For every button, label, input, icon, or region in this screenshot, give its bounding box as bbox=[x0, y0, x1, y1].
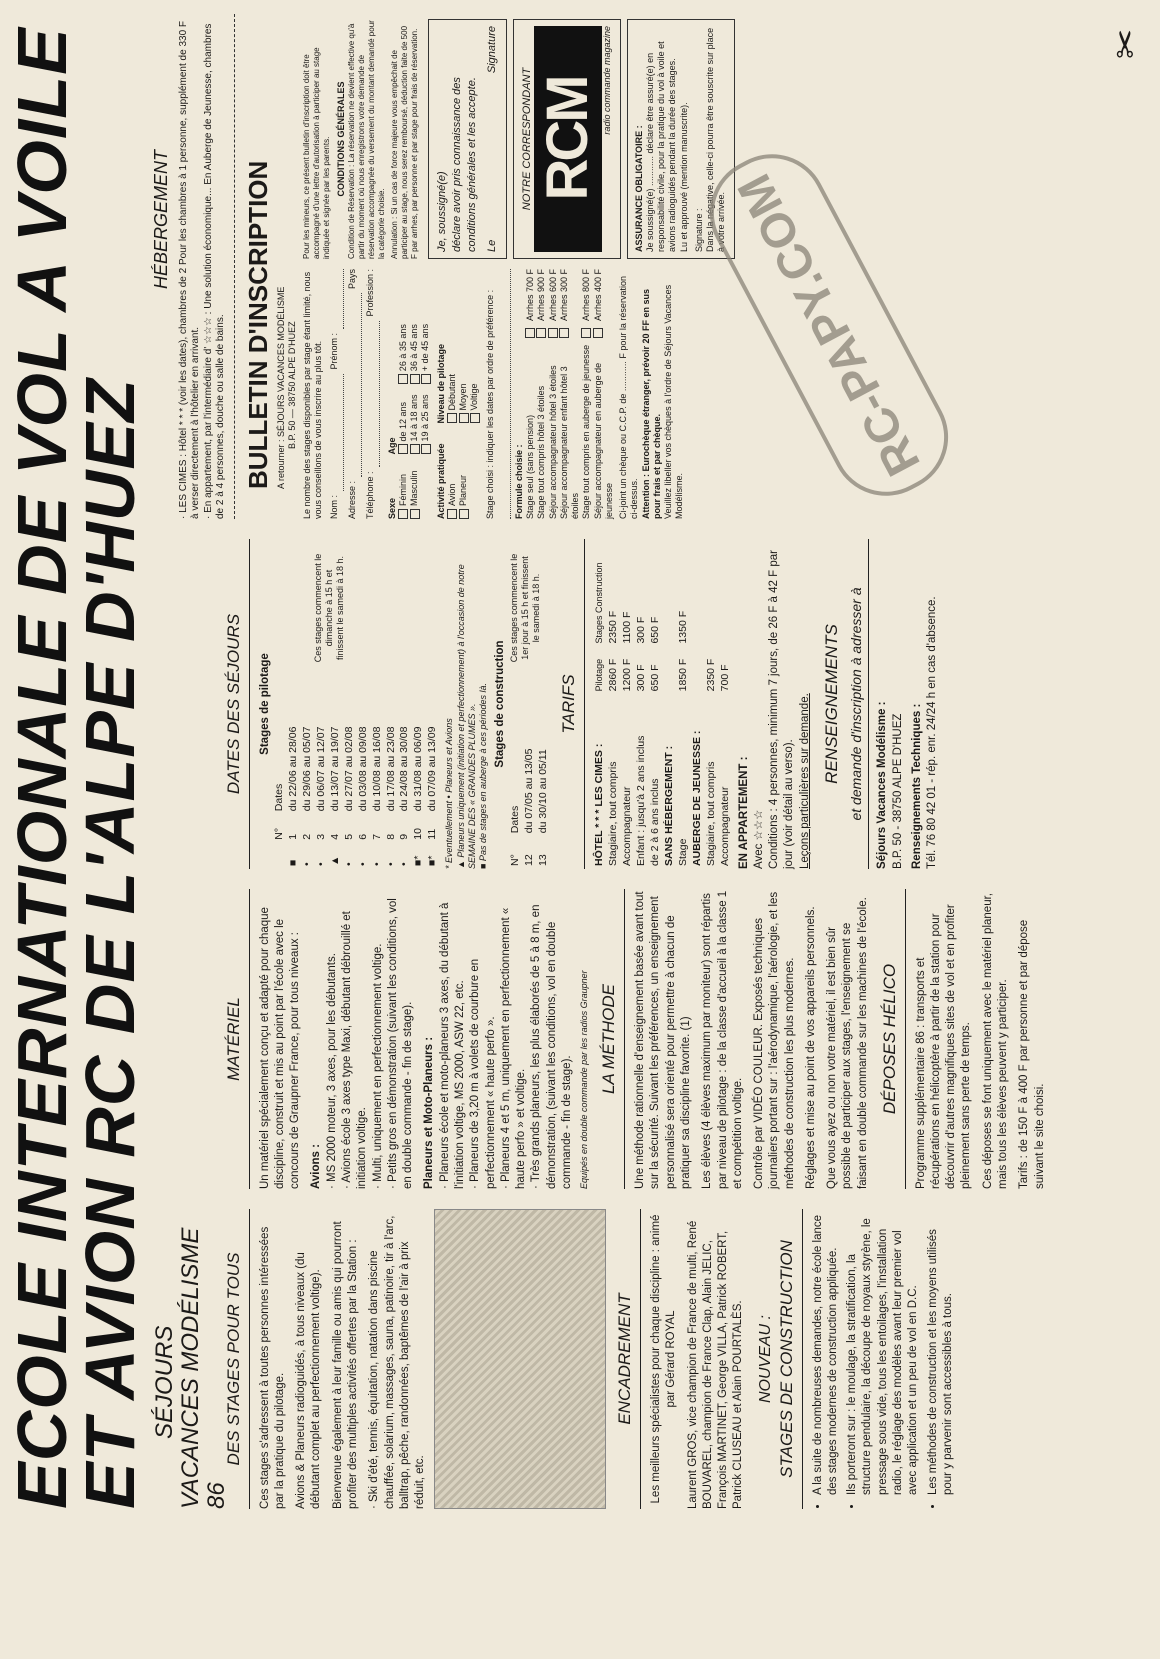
avions-label: Avions : bbox=[310, 1144, 323, 1189]
col-dates: Dates bbox=[508, 805, 521, 834]
le-label: Le bbox=[486, 239, 499, 252]
tech-phone: Tél. 76 80 42 01 - rép. enr. 24/24 h en cas d'absence. bbox=[926, 596, 939, 869]
cond-gen-label: CONDITIONS GÉNÉRALES bbox=[336, 81, 347, 197]
row-dates: du 06/07 au 12/07 bbox=[314, 726, 327, 812]
ci-joint: Ci-joint un chèque ou C.C.P. de ............ F pour la réservation ci-dessus. bbox=[618, 276, 640, 519]
lecons-text: Leçons particulières sur demande. bbox=[798, 693, 811, 869]
para: Les meilleurs spécialistes pour chaque discipline : animé par Gérard ROYAL bbox=[650, 1214, 678, 1504]
rcm-logo: RCM bbox=[534, 26, 602, 252]
para: Ces stages s'adressent à toutes personnes intéressées par la pratique du pilotage. bbox=[258, 1226, 286, 1509]
row-dates: du 07/09 au 13/09 bbox=[426, 726, 439, 812]
list-item: • Ils porteront sur : le moulage, la stratification, la structure pendulaire, la découpe de noyaux styrène, le pressage sous vide, tous les entoilages, l'installation radio, le réglage des modèles avant leur premier vol avec application et un peu de vol en D.C. bbox=[845, 1209, 921, 1495]
para: Laurent GROS, vice champion de France de multi, René BOUVAREL, champion de France Clap, Alain JELIC, François MARTINET, George VILLA, Patrick ROBERT, Patrick CLUSEAU et Alain POURTALÈS. bbox=[686, 1220, 745, 1509]
formule-label: Séjour accompagnateur en auberge de jeunesse bbox=[592, 362, 614, 519]
formule-label: Stage tout compris en auberge de jeunesse bbox=[581, 344, 592, 519]
formule-checkbox[interactable] bbox=[593, 328, 603, 338]
list-item: · Planeurs 4 et 5 m, uniquement en perfectionnement « haute perfo » et voltige. bbox=[499, 907, 528, 1189]
formule-label: Formule choisie : bbox=[513, 444, 524, 519]
table-row bbox=[649, 539, 663, 869]
formule-price: Arrhes 700 F bbox=[525, 269, 536, 322]
table-row bbox=[315, 669, 329, 869]
row-dates: du 10/08 au 16/08 bbox=[370, 726, 383, 812]
table-row bbox=[371, 669, 385, 869]
age-label: 14 à 18 ans bbox=[409, 394, 420, 442]
para: Un matériel spécialement conçu et adapté pour chaque discipline, construit et mis au point par l'école avec le concours de Graupner France, pour tous niveaux : bbox=[258, 907, 302, 1189]
pilotage-note: Ces stages commencent le dimanche à 15 h et finissent le samedi à 18 h. bbox=[312, 553, 346, 663]
stage-price-pil: 1850 F bbox=[676, 658, 689, 692]
formule-checkbox[interactable] bbox=[525, 328, 535, 338]
formule-option bbox=[559, 269, 582, 519]
masculin-label: Masculin bbox=[409, 470, 420, 506]
th-pilotage: Pilotage bbox=[594, 658, 605, 692]
prenom-field[interactable] bbox=[329, 269, 344, 329]
row-dates: du 03/08 au 09/08 bbox=[356, 726, 369, 812]
row-dates: du 24/08 au 30/08 bbox=[398, 726, 411, 812]
para: Que vous ayez ou non votre matériel, il est bien sûr possible de participer aux stages, l'enseignement se faisant en double commande sur les machines de l'école. bbox=[826, 897, 869, 1189]
assurance-neg: Dans la négative, celle-ci pourra être souscrite sur place à votre arrivée. bbox=[705, 27, 727, 252]
niveau-label: Moyen bbox=[458, 383, 469, 411]
nouveau-label: NOUVEAU : bbox=[756, 1315, 774, 1404]
planeur-label: Planeur bbox=[458, 474, 469, 506]
row-number: 12 bbox=[522, 854, 535, 866]
tarif-label: Accompagnateur bbox=[718, 786, 731, 866]
row-number: 7 bbox=[370, 833, 383, 840]
legend-line: * Eventuellement • Planeurs et Avions bbox=[444, 718, 455, 869]
row-number: 2 bbox=[300, 833, 313, 840]
column-bulletin bbox=[150, 14, 735, 519]
list-item: · Très grands planeurs, les plus élaborés de 5 à 8 m, en démonstration, (suivant les conditions, vol en double commande - fin de stage). bbox=[530, 904, 573, 1189]
row-number: 1 bbox=[286, 833, 299, 840]
nom-field[interactable] bbox=[329, 374, 344, 491]
para: Contrôle par VIDÉO COULEUR. Exposés techniques journaliers portant sur : l'aérodynamique, l'aérologie, et les méthodes de construction les plus modernes. bbox=[753, 891, 796, 1189]
construction-title: Stages de construction bbox=[494, 640, 507, 768]
main-headline bbox=[3, 9, 149, 1509]
para: Une méthode rationnelle d'enseignement basée avant tout sur la sécurité. Suivant les préférences, un enseignement personnalisé sera orienté pour permettre à chacun de pratiquer sa discipline favorite. (1) bbox=[634, 891, 692, 1189]
row-number: 4 bbox=[328, 833, 341, 840]
profession-label: Profession : bbox=[364, 269, 375, 317]
formule-price: Arrhes 900 F bbox=[536, 269, 547, 322]
retourner-line-2: B.P. 50 — 38750 ALPE D'HUEZ bbox=[286, 321, 297, 449]
age-option bbox=[398, 324, 409, 384]
row-number: 11 bbox=[426, 828, 439, 840]
tarif-label: de 2 à 6 ans inclus bbox=[648, 778, 661, 866]
correspondant-box bbox=[513, 19, 621, 259]
th-construction: Stages Construction bbox=[594, 562, 605, 644]
table-row bbox=[357, 669, 371, 869]
list-item: • Les méthodes de construction et les moyens utilisés pour y parvenir sont accessibles à tous. bbox=[926, 1209, 957, 1495]
table-row bbox=[398, 669, 412, 869]
formule-price: Arrhes 600 F bbox=[547, 269, 558, 322]
table-row bbox=[621, 539, 635, 869]
table-row bbox=[607, 539, 621, 869]
tarif-label: Enfant : jusqu'à 2 ans inclus bbox=[634, 735, 647, 866]
formule-checkbox[interactable] bbox=[536, 328, 546, 338]
row-dates: du 31/08 au 06/09 bbox=[412, 726, 425, 812]
age-option bbox=[398, 394, 409, 454]
age-label: + de 45 ans bbox=[420, 323, 431, 372]
attention-note: Attention : Eurochèque étranger, prévoir 20 FF en sus pour frais et par chèque. bbox=[640, 288, 662, 519]
list-item: · Planeurs école et moto-planeurs 3 axes, du débutant à l'initiation voltige, MS 2000, ASW 22, etc. bbox=[438, 902, 466, 1189]
section-heading-methode: LA MÉTHODE bbox=[598, 889, 625, 1189]
table-row bbox=[329, 669, 343, 869]
row-dates: du 27/07 au 02/08 bbox=[342, 726, 355, 812]
age-label: Age bbox=[386, 437, 397, 455]
tarif-pilotage: 2350 F bbox=[704, 658, 717, 692]
niveau-checkbox[interactable] bbox=[447, 413, 457, 423]
formule-label: Séjour accompagnateur hôtel 3 étoiles bbox=[547, 365, 558, 519]
feminin-label: Féminin bbox=[397, 473, 408, 506]
para: Programme supplémentaire 86 : transports et récupérations en hélicoptère à partir de la station pour découvrir d'autres magnifiques sites de vol et en profiter pleinement sans perte de temps. bbox=[914, 904, 973, 1189]
section-heading-helico: DÉPOSES HÉLICO bbox=[879, 889, 906, 1189]
list-item: · Petits gros en démonstration (suivant les conditions, vol en double commande - fin de stage). bbox=[386, 898, 415, 1189]
niveau-label: Niveau de pilotage bbox=[435, 343, 446, 424]
para: Les élèves (4 élèves maximum par moniteur) sont répartis par niveau de pilotage : de la classe d'accueil à la classe 1 et compétition voltige. bbox=[701, 890, 744, 1189]
legend-line: ■ Pas de stages en auberge à ces périodes là. bbox=[478, 682, 489, 869]
planeur-checkbox[interactable] bbox=[459, 509, 469, 519]
table-row bbox=[523, 669, 537, 869]
formule-checkbox[interactable] bbox=[548, 328, 558, 338]
section-heading-encadrement: ENCADREMENT bbox=[614, 1209, 641, 1509]
table-row bbox=[537, 669, 551, 869]
row-symbol: • bbox=[370, 862, 383, 866]
row-number: 6 bbox=[356, 833, 369, 840]
activite-label: Activité pratiquée bbox=[435, 443, 446, 519]
tarif-pilotage: 700 F bbox=[718, 664, 731, 692]
col-dates: Dates bbox=[272, 783, 285, 812]
auberge-label: AUBERGE DE JEUNESSE : bbox=[690, 730, 703, 866]
age-checkbox[interactable] bbox=[398, 444, 408, 454]
annul-text: Annulation : Si un cas de force majeure vous empêchait de participer au stage, nous serez remboursé, déduction faite de 500 F par arrhes, par personne et par stage pour frais de réservation. bbox=[390, 25, 420, 259]
sans-heb-label: SANS HÉBERGEMENT : bbox=[662, 745, 675, 866]
stage-price-con: 1350 F bbox=[676, 610, 689, 644]
age-label: 19 à 25 ans bbox=[420, 394, 431, 442]
row-number: 10 bbox=[412, 828, 425, 840]
subtitle-sejours: SÉJOURS bbox=[151, 1325, 178, 1439]
age-checkbox[interactable] bbox=[410, 444, 420, 454]
para: Réglages et mise au point de vos appareils personnels. bbox=[804, 906, 817, 1189]
table-row bbox=[719, 539, 733, 869]
tarif-label: Stagiaire, tout compris bbox=[607, 761, 620, 866]
age-checkbox[interactable] bbox=[398, 374, 408, 384]
assurance-text: Je soussigné(e) ............ déclare être assuré(e) en responsabilité civile, pour la pratique du vol à voile et avions radioguidés pendant la durée des stages. bbox=[644, 41, 678, 252]
equip-note: Equipés en double commande par les radios Graupner bbox=[579, 970, 590, 1189]
formule-option bbox=[593, 269, 616, 519]
age-option bbox=[409, 324, 420, 384]
row-dates: du 29/06 au 05/07 bbox=[300, 726, 313, 812]
para: Ces déposes se font uniquement avec le matériel planeur, mais tous les élèves peuvent y participer. bbox=[981, 893, 1010, 1189]
declaration-box bbox=[428, 19, 507, 259]
col-no: N° bbox=[508, 854, 521, 866]
section-heading-stages: DES STAGES POUR TOUS bbox=[223, 1209, 250, 1509]
section-heading-tarifs: TARIFS bbox=[558, 539, 585, 869]
assurance-label: ASSURANCE OBLIGATOIRE : bbox=[633, 125, 644, 252]
row-dates: du 22/06 au 28/06 bbox=[286, 726, 299, 812]
tarif-pilotage: 300 F bbox=[634, 664, 647, 692]
stage-label: Stage bbox=[676, 838, 689, 866]
tarif-construction: 650 F bbox=[648, 616, 661, 644]
avion-label: Avion bbox=[446, 483, 457, 506]
table-row bbox=[301, 669, 315, 869]
tarif-label: Accompagnateur bbox=[620, 786, 633, 866]
telephone-label: Téléphone : bbox=[364, 471, 375, 519]
row-dates: du 30/10 au 05/11 bbox=[536, 749, 549, 834]
renseignements-sub: et demande d'inscription à adresser à bbox=[847, 539, 870, 869]
age-label: de 12 ans bbox=[397, 401, 408, 442]
form-left bbox=[302, 269, 735, 519]
subtitle-vacances: VACANCES MODÉLISME 86 bbox=[177, 1227, 230, 1509]
row-symbol: • bbox=[342, 862, 355, 866]
age-option bbox=[409, 394, 420, 454]
rcm-subtitle: radio commande magazine bbox=[602, 26, 613, 135]
tarif-label: Stagiaire, tout compris bbox=[704, 761, 717, 866]
stage-choisi-label: Stage choisi : indiquer les dates par ordre de préférence : bbox=[484, 289, 495, 519]
tarif-pilotage: 2860 F bbox=[607, 658, 620, 692]
nom-label: Nom : bbox=[328, 494, 339, 519]
appart-label: EN APPARTEMENT : bbox=[737, 756, 750, 869]
row-number: 3 bbox=[314, 833, 327, 840]
row-symbol: ■* bbox=[426, 855, 439, 866]
stamp-text: RC-PAPY.COM bbox=[727, 165, 931, 485]
formule-price: Arrhes 400 F bbox=[592, 269, 603, 322]
age-option bbox=[420, 394, 431, 454]
niveau-option bbox=[469, 344, 480, 424]
formule-option bbox=[581, 269, 592, 519]
niveau-checkbox[interactable] bbox=[470, 413, 480, 423]
table-row bbox=[412, 669, 426, 869]
formule-option bbox=[536, 269, 547, 519]
construction-list bbox=[811, 1209, 957, 1509]
table-row bbox=[705, 539, 719, 869]
row-symbol: • bbox=[398, 862, 411, 866]
column-stages-pour-tous bbox=[215, 1209, 960, 1509]
age-option bbox=[420, 324, 431, 384]
row-dates: du 07/05 au 13/05 bbox=[522, 748, 535, 834]
formule-label: Stage seul (sans pension) bbox=[525, 414, 536, 519]
hotel-label: HÔTEL * * * LES CIMES : bbox=[593, 743, 606, 866]
tarif-construction bbox=[705, 539, 719, 647]
assurance-signature: Signature : bbox=[693, 208, 704, 252]
photo-pilots bbox=[434, 1209, 606, 1509]
mineurs-note: Pour les mineurs, ce présent bulletin d'inscription doit être accompagné d'une lettre d'autorisation à participer au stage indiquée et signée par les parents. bbox=[302, 47, 332, 259]
age-checkbox[interactable] bbox=[421, 374, 431, 384]
list-item: • A la suite de nombreuses demandes, notre école lance des stages modernes de construction appliquée. bbox=[811, 1209, 842, 1495]
conditions-text: Conditions : 4 personnes, minimum 7 jours, de 26 F à 42 F par jour (voir détail au verso). bbox=[768, 550, 796, 869]
avion-checkbox[interactable] bbox=[447, 509, 457, 519]
table-row bbox=[635, 539, 649, 869]
row-number: 8 bbox=[384, 833, 397, 840]
formule-price: Arrhes 300 F bbox=[558, 269, 569, 322]
prenom-label: Prénom : bbox=[328, 333, 339, 370]
sexe-label: Sexe bbox=[386, 497, 397, 519]
age-label: 26 à 35 ans bbox=[397, 324, 408, 372]
construction-note: Ces stages commencent le 1er jour à 15 h et finissent le samedi à 18 h. bbox=[508, 553, 542, 663]
headline-line-2: ET AVION RC DE L'ALPE D'HUEZ bbox=[71, 378, 149, 1509]
age-label: 36 à 45 ans bbox=[409, 324, 420, 372]
row-number: 5 bbox=[342, 833, 355, 840]
section-heading-materiel: MATÉRIEL bbox=[223, 889, 250, 1189]
niveau-option bbox=[447, 344, 458, 424]
formule-label: Séjour accompagnateur enfant hôtel 3 étoiles bbox=[558, 366, 581, 519]
construction-table bbox=[509, 669, 551, 869]
row-symbol: ■ bbox=[286, 859, 299, 866]
table-row bbox=[426, 669, 440, 869]
section-heading-construction: STAGES DE CONSTRUCTION bbox=[776, 1209, 803, 1509]
form-right bbox=[302, 19, 735, 259]
row-symbol: • bbox=[356, 862, 369, 866]
niveau-label: Voltige bbox=[469, 383, 480, 411]
row-dates: du 13/07 au 19/07 bbox=[328, 726, 341, 812]
row-symbol: • bbox=[314, 862, 327, 866]
masculin-checkbox[interactable] bbox=[410, 509, 420, 519]
tarif-construction: 2350 F bbox=[607, 610, 620, 644]
je-sous: Je, soussigné(e) bbox=[436, 171, 449, 252]
heb-line-2: · En appartement, par l'intermédiaire d' ☆☆☆ : Une solution économique... En Auberge de Jeunesse, chambres de 2 à 4 personnes, douche ou salle de bains. bbox=[202, 23, 227, 519]
para: · Ski d'été, tennis, équitation, natation dans piscine chauffée, solarium, massages, sauna, patinoire, tir à l'arc, balltrap, pêche, randonnées, baptêmes de l'air à prix réduit, etc. bbox=[368, 1215, 427, 1509]
planeurs-label: Planeurs et Moto-Planeurs : bbox=[423, 1036, 436, 1189]
tarif-construction bbox=[719, 539, 733, 647]
para: Avions & Planeurs radioguidés, à tous niveaux (du débutant complet au perfectionnement voltige). bbox=[295, 1252, 323, 1509]
adresse-field[interactable] bbox=[347, 293, 362, 477]
list-item: · Planeurs de 3,20 m à volets de courbure en perfectionnement « haute perfo ». bbox=[469, 958, 497, 1189]
formule-option bbox=[548, 269, 559, 519]
signature-label: Signature bbox=[486, 26, 499, 74]
pays-label: Pays bbox=[346, 269, 357, 290]
formule-option bbox=[525, 269, 536, 519]
tarif-construction: 1100 F bbox=[620, 611, 633, 644]
hebergement-heading: HÉBERGEMENT bbox=[151, 149, 171, 289]
formule-checkbox[interactable] bbox=[581, 328, 591, 338]
col-no: N° bbox=[272, 827, 285, 840]
pilotage-title: Stages de pilotage bbox=[258, 653, 271, 755]
retourner-line: A retourner : SÉJOURS VACANCES MODÉLISME bbox=[275, 286, 286, 489]
assurance-lu: Lu et approuvé (mention manuscrite). bbox=[678, 102, 689, 252]
age-checkbox[interactable] bbox=[410, 374, 420, 384]
row-symbol: ▲ bbox=[328, 855, 341, 866]
niveau-option bbox=[458, 344, 469, 424]
niveau-checkbox[interactable] bbox=[459, 413, 469, 423]
row-symbol: • bbox=[300, 862, 313, 866]
scissors-icon: ✂ bbox=[1105, 28, 1146, 59]
tarifs-table bbox=[593, 539, 733, 869]
correspondant-label: NOTRE CORRESPONDANT bbox=[520, 67, 533, 211]
column-materiel bbox=[215, 889, 1054, 1189]
row-symbol: ■* bbox=[412, 855, 425, 866]
adresse-label: Adresse : bbox=[346, 480, 357, 519]
section-heading-renseignements: RENSEIGNEMENTS bbox=[822, 624, 842, 784]
table-row bbox=[343, 669, 357, 869]
niveau-label: Débutant bbox=[446, 373, 457, 411]
para: Bienvenue également à leur famille ou amis qui pourront profiter des multiples activités offertes par la Station : bbox=[331, 1221, 360, 1509]
stage-choisi-field[interactable] bbox=[496, 269, 511, 519]
row-symbol: • bbox=[384, 862, 397, 866]
table-row bbox=[287, 669, 301, 869]
telephone-field[interactable] bbox=[365, 321, 380, 468]
bulletin-title: BULLETIN D'INSCRIPTION bbox=[242, 160, 273, 489]
list-item: · Multi, uniquement en perfectionnement voltige. bbox=[371, 943, 384, 1189]
org-name: Séjours Vacances Modélisme : bbox=[876, 701, 889, 869]
tarif-pilotage: 650 F bbox=[648, 664, 661, 692]
tarif-pilotage: 1200 F bbox=[620, 658, 633, 692]
org-address: B.P. 50 - 38750 ALPE D'HUEZ bbox=[891, 713, 904, 869]
headline-line-1: ECOLE INTERNATIONALE DE VOL A VOILE bbox=[3, 27, 81, 1509]
libeller-note: Veuillez libeller vos chèques à l'ordre de Séjours Vacances Modélisme. bbox=[663, 284, 685, 519]
column-dates-tarifs bbox=[215, 539, 940, 869]
row-dates: du 17/08 au 23/08 bbox=[384, 726, 397, 812]
para: Tarifs : de 150 F à 400 F par personne et par dépose suivant le site choisi. bbox=[1018, 919, 1046, 1189]
avec-label: Avec ☆☆☆ bbox=[752, 809, 765, 869]
list-item: · MS 2000 moteur, 3 axes, pour les débutants. bbox=[325, 953, 338, 1189]
age-checkbox[interactable] bbox=[421, 444, 431, 454]
pilotage-table bbox=[273, 669, 440, 869]
formule-label: Stage tout compris hôtel 3 étoiles bbox=[536, 385, 547, 519]
feminin-checkbox[interactable] bbox=[398, 509, 408, 519]
row-number: 9 bbox=[398, 833, 411, 840]
formule-checkbox[interactable] bbox=[559, 328, 569, 338]
cond-res-text: Condition de Réservation : La réservation ne devient effective qu'à partir du moment où nous enregistrons votre demande de réservation accompagnée du versement du montant demandé pour la catégorie choisie. bbox=[347, 20, 387, 259]
formule-price: Arrhes 800 F bbox=[581, 269, 592, 322]
heb-line-1: · LES CIMES : Hôtel * * * (voir les dates), chambres de 2 Pour les chambres à 1 personne, supplément de 330 F à verser directement à l'hôtelier en arrivant. bbox=[177, 20, 202, 519]
tech-label: Renseignements Techniques : bbox=[910, 703, 923, 869]
list-item: · Avions école 3 axes type Maxi, débutant débrouillé et initiation voltige. bbox=[341, 911, 369, 1189]
declare: déclare avoir pris connaissance des conditions générales et les accepte. bbox=[450, 77, 478, 252]
table-row bbox=[385, 669, 399, 869]
legend-line: ▲ Planeurs uniquement (initiation et perfectionnement) à l'occasion de notre SEMAINE DES « GRANDES PLUMES ». bbox=[455, 564, 477, 869]
tarif-construction: 300 F bbox=[634, 616, 647, 644]
section-heading-dates: DATES DES SÉJOURS bbox=[223, 539, 250, 869]
row-number: 13 bbox=[536, 854, 549, 866]
places-note: Le nombre des stages disponibles par stage étant limité, nous vous conseillons de vous inscrire au plus tôt. bbox=[302, 271, 324, 519]
